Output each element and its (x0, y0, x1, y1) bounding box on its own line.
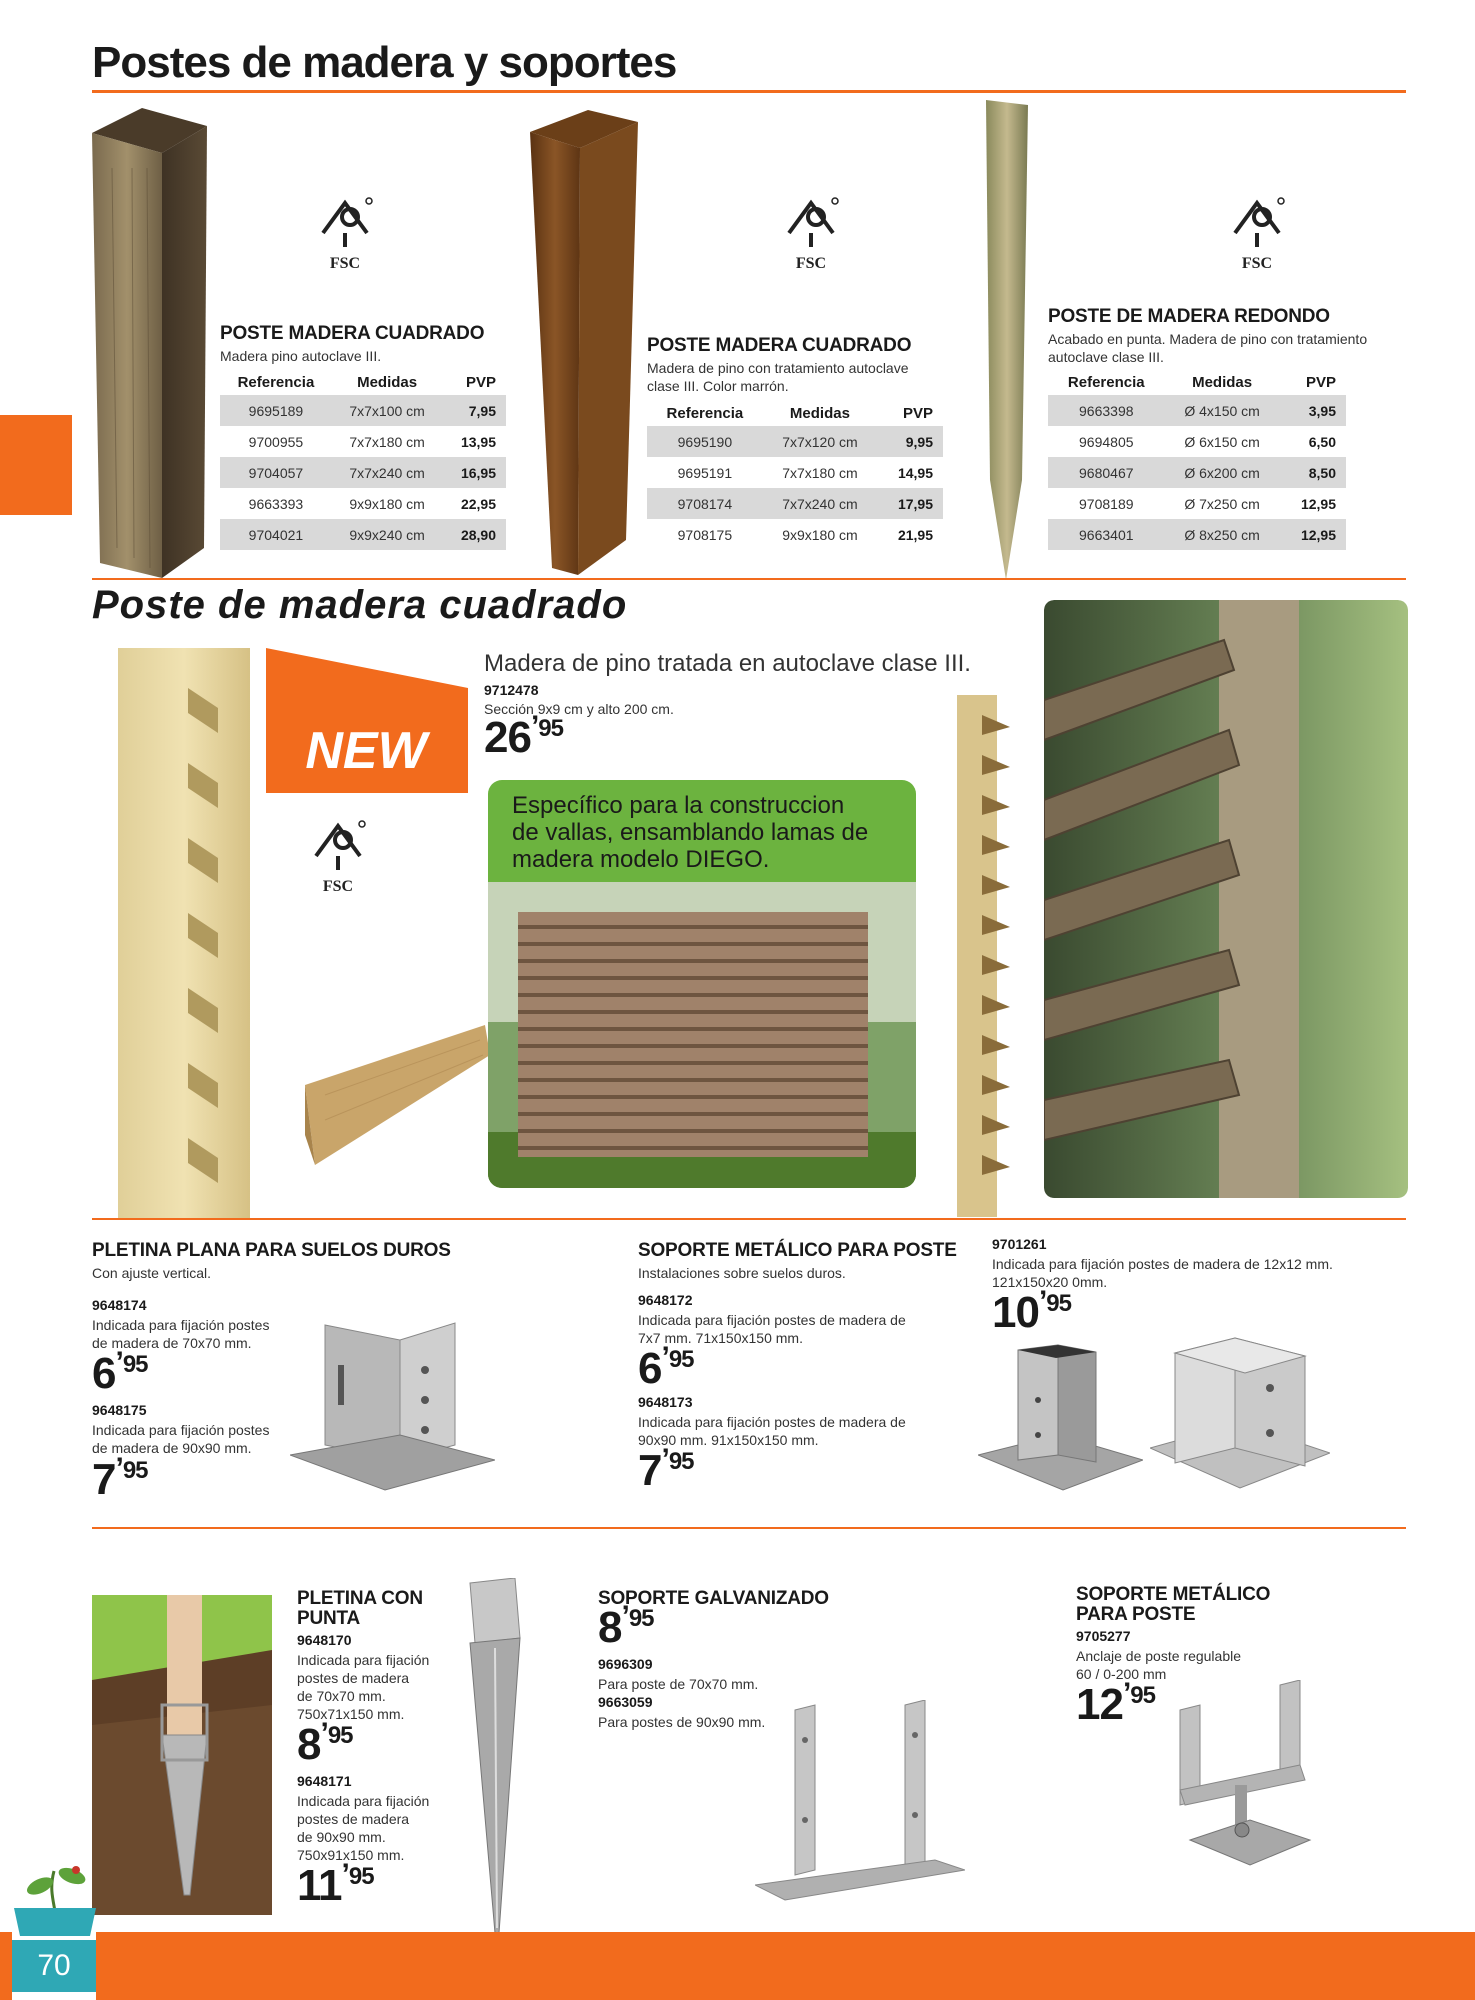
pletina-punta-desc-2a: Indicada para fijación (297, 1793, 430, 1809)
soporte-metalico-title: SOPORTE METÁLICO PARA POSTE (638, 1240, 957, 1261)
post3-desc-2: autoclave clase III. (1048, 349, 1164, 365)
feature-ref: 9712478 (484, 682, 539, 698)
feature-price: 26’95 (484, 710, 563, 762)
fsc-tree-icon (1227, 195, 1287, 250)
page-title: Postes de madera y soportes (92, 38, 677, 87)
section-rule (92, 1527, 1406, 1529)
post2-desc-2: clase III. Color marrón. (647, 378, 789, 394)
pletina-plana-ref-2: 9648175 (92, 1402, 147, 1418)
round-post-image (978, 100, 1036, 580)
soporte-reg-title-2: PARA POSTE (1076, 1604, 1196, 1625)
pletina-punta-desc-2c: de 90x90 mm. (297, 1829, 386, 1845)
table-row: 9663393 9x9x180 cm 22,95 (248, 495, 496, 512)
table-row: 9694805 Ø 6x150 cm 6,50 (1079, 433, 1336, 450)
soporte-metalico-desc-1b: 7x7 mm. 71x150x150 mm. (638, 1330, 803, 1346)
col-size: Medidas (789, 405, 850, 422)
col-price: PVP (465, 374, 496, 391)
feature-subtitle: Madera de pino tratada en autoclave clase III. (484, 650, 971, 677)
soporte-reg-ref: 9705277 (1076, 1628, 1131, 1644)
pletina-punta-desc-1b: postes de madera (297, 1670, 410, 1686)
fsc-logo: FSC (310, 195, 380, 275)
pletina-punta-desc-2b: postes de madera (297, 1811, 410, 1827)
feature-title: Poste de madera cuadrado (92, 583, 628, 627)
plank-image (305, 1025, 490, 1165)
footer-bar (0, 1932, 1475, 2000)
post2-table (647, 401, 943, 550)
fsc-tree-icon (781, 195, 841, 250)
soporte-metalico-desc: Instalaciones sobre suelos duros. (638, 1265, 846, 1281)
u-bracket-image (755, 1700, 965, 1915)
soporte-12-ref: 9701261 (992, 1236, 1047, 1252)
soporte-metalico-price-2: 7’95 (638, 1443, 694, 1495)
pletina-plana-ref-1: 9648174 (92, 1297, 147, 1313)
callout-line-3: madera modelo DIEGO. (512, 846, 770, 873)
square-post-dark-image (92, 108, 207, 578)
table-row: 9663398 Ø 4x150 cm 3,95 (1048, 395, 1346, 426)
soporte-galv-ref-1: 9696309 (598, 1656, 653, 1672)
pletina-plana-desc-1b: de madera de 70x70 mm. (92, 1335, 252, 1351)
table-row: 9700955 7x7x180 cm 13,95 (248, 433, 496, 450)
post3-title: POSTE DE MADERA REDONDO (1048, 306, 1330, 327)
new-badge (266, 648, 468, 793)
page-number: 70 (12, 1940, 96, 1992)
table-row: 9695190 7x7x120 cm 9,95 (647, 426, 943, 457)
pletina-punta-price-2: 11’95 (297, 1858, 374, 1910)
col-size: Medidas (357, 374, 418, 391)
soporte-reg-desc-2: 60 / 0-200 mm (1076, 1666, 1167, 1682)
post3-table (1048, 370, 1346, 550)
flat-bracket-image (290, 1315, 495, 1500)
table-row: 9663401 Ø 8x250 cm 12,95 (1048, 519, 1346, 550)
table-row: 9695189 7x7x100 cm 7,95 (220, 395, 506, 426)
pletina-plana-title: PLETINA PLANA PARA SUELOS DUROS (92, 1240, 451, 1261)
ground-spike-diagram (92, 1595, 272, 1915)
col-price: PVP (1305, 374, 1336, 391)
notched-post-thin-image (952, 695, 1012, 1217)
new-badge-text: NEW (305, 722, 427, 780)
pletina-punta-desc-1d: 750x71x150 mm. (297, 1706, 405, 1722)
table-row: 9704021 9x9x240 cm 28,90 (220, 519, 506, 550)
post3-desc-1: Acabado en punta. Madera de pino con tratamiento (1048, 331, 1368, 347)
col-ref: Referencia (237, 374, 315, 391)
fsc-tree-icon (315, 195, 375, 250)
soporte-metalico-price-1: 6’95 (638, 1341, 694, 1393)
fsc-tree-icon (308, 818, 368, 873)
col-size: Medidas (1192, 374, 1253, 391)
pletina-plana-price-2: 7’95 (92, 1452, 148, 1504)
callout-box (488, 780, 916, 1188)
soporte-metalico-ref-1: 9648172 (638, 1292, 693, 1308)
col-ref: Referencia (1067, 374, 1145, 391)
pletina-punta-ref-1: 9648170 (297, 1632, 352, 1648)
pletina-punta-title-1: PLETINA CON (297, 1588, 423, 1609)
table-row: 9695191 7x7x180 cm 14,95 (677, 464, 933, 481)
pletina-plana-desc: Con ajuste vertical. (92, 1265, 212, 1281)
table-row: 9708189 Ø 7x250 cm 12,95 (1079, 495, 1336, 512)
pletina-punta-ref-2: 9648171 (297, 1773, 352, 1789)
soporte-12-desc-2: 121x150x20 0mm. (992, 1274, 1108, 1290)
callout-line-2: de vallas, ensamblando lamas de (512, 819, 869, 846)
box-bracket-small-image (978, 1340, 1143, 1505)
pletina-plana-price-1: 6’95 (92, 1346, 148, 1398)
soporte-galv-desc-1: Para poste de 70x70 mm. (598, 1676, 759, 1692)
soporte-12-desc-1: Indicada para fijación postes de madera de 12x12 mm. (992, 1256, 1333, 1272)
soporte-12-price: 10’95 (992, 1285, 1071, 1337)
side-tab (0, 415, 72, 515)
callout-line-1: Específico para la construccion (512, 792, 845, 819)
soporte-metalico-desc-2b: 90x90 mm. 91x150x150 mm. (638, 1432, 819, 1448)
soporte-reg-price: 12’95 (1076, 1677, 1155, 1729)
col-ref: Referencia (666, 405, 744, 422)
post1-desc: Madera pino autoclave III. (220, 348, 382, 364)
pletina-plana-desc-2b: de madera de 90x90 mm. (92, 1440, 252, 1456)
section-rule (92, 1218, 1406, 1220)
fence-detail-photo (1044, 600, 1408, 1198)
table-row: 9704057 7x7x240 cm 16,95 (220, 457, 506, 488)
post2-title: POSTE MADERA CUADRADO (647, 335, 912, 356)
box-bracket-large-image (1150, 1328, 1330, 1503)
post1-title: POSTE MADERA CUADRADO (220, 323, 485, 344)
soporte-reg-desc-1: Anclaje de poste regulable (1076, 1648, 1242, 1664)
table-row: 9708174 7x7x240 cm 17,95 (647, 488, 943, 519)
section-rule (92, 578, 1406, 580)
pletina-punta-desc-2d: 750x91x150 mm. (297, 1847, 405, 1863)
fsc-logo: FSC (776, 195, 846, 275)
pletina-punta-price-1: 8’95 (297, 1717, 353, 1769)
title-rule (92, 90, 1406, 93)
notched-post-image (118, 648, 250, 1218)
fsc-logo: FSC (1222, 195, 1292, 275)
pletina-punta-desc-1c: de 70x70 mm. (297, 1688, 386, 1704)
soporte-galv-price: 8’95 (598, 1600, 654, 1652)
table-row: 9680467 Ø 6x200 cm 8,50 (1048, 457, 1346, 488)
fsc-logo: FSC (303, 818, 373, 898)
soporte-reg-title-1: SOPORTE METÁLICO (1076, 1584, 1271, 1605)
pletina-plana-desc-2a: Indicada para fijación postes (92, 1422, 270, 1438)
soporte-galv-title: SOPORTE GALVANIZADO (598, 1588, 829, 1609)
post2-desc-1: Madera de pino con tratamiento autoclave (647, 360, 909, 376)
adjustable-bracket-image (1160, 1680, 1330, 1880)
pletina-punta-title-2: PUNTA (297, 1608, 361, 1629)
pletina-punta-desc-1a: Indicada para fijación (297, 1652, 430, 1668)
soporte-metalico-desc-2a: Indicada para fijación postes de madera de (638, 1414, 906, 1430)
col-price: PVP (902, 405, 933, 422)
soporte-metalico-desc-1a: Indicada para fijación postes de madera de (638, 1312, 906, 1328)
post1-table (220, 370, 506, 550)
square-post-brown-image (530, 110, 638, 575)
soporte-galv-desc-2: Para postes de 90x90 mm. (598, 1714, 766, 1730)
soporte-galv-ref-2: 9663059 (598, 1694, 653, 1710)
feature-desc: Sección 9x9 cm y alto 200 cm. (484, 701, 674, 717)
table-row: 9708175 9x9x180 cm 21,95 (677, 526, 933, 543)
soporte-metalico-ref-2: 9648173 (638, 1394, 693, 1410)
plant-pot-icon (12, 1856, 98, 1936)
fence-photo (488, 882, 916, 1188)
pletina-plana-desc-1a: Indicada para fijación postes (92, 1317, 270, 1333)
spike-image (465, 1578, 535, 1938)
